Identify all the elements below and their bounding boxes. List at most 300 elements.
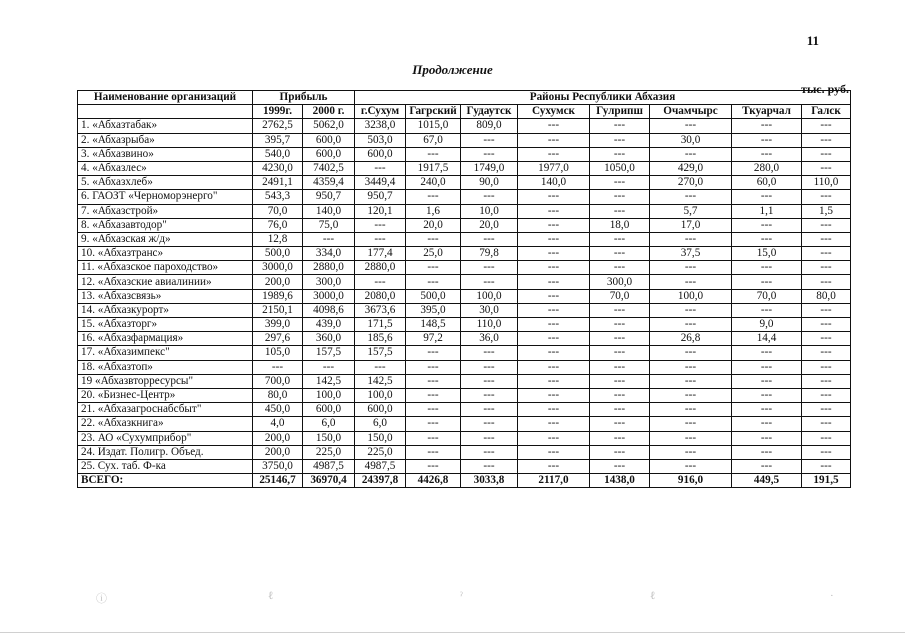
- value-cell: ---: [802, 417, 851, 431]
- value-cell: ---: [518, 261, 590, 275]
- value-cell: 429,0: [650, 161, 732, 175]
- value-cell: 1015,0: [406, 119, 461, 133]
- total-value: 36970,4: [303, 474, 355, 488]
- value-cell: ---: [355, 218, 406, 232]
- value-cell: 240,0: [406, 176, 461, 190]
- value-cell: 297,6: [253, 332, 303, 346]
- value-cell: ---: [518, 403, 590, 417]
- organization-name: 14. «Абхазкурорт»: [78, 303, 253, 317]
- organization-name: 19 «Абхазвторресурсы": [78, 374, 253, 388]
- subheader-cell: Ткуарчал: [732, 105, 802, 119]
- value-cell: ---: [355, 232, 406, 246]
- organization-name: 11. «Абхазское пароходство»: [78, 261, 253, 275]
- value-cell: ---: [732, 232, 802, 246]
- total-value: 3033,8: [461, 474, 518, 488]
- value-cell: ---: [650, 403, 732, 417]
- value-cell: 395,7: [253, 133, 303, 147]
- value-cell: 80,0: [802, 289, 851, 303]
- table-row: [78, 119, 851, 133]
- value-cell: ---: [802, 374, 851, 388]
- value-cell: ---: [461, 190, 518, 204]
- value-cell: 600,0: [355, 403, 406, 417]
- value-cell: ---: [406, 346, 461, 360]
- value-cell: 300,0: [303, 275, 355, 289]
- value-cell: ---: [518, 247, 590, 261]
- value-cell: ---: [590, 403, 650, 417]
- value-cell: ---: [461, 431, 518, 445]
- page-number: 11: [806, 33, 819, 48]
- value-cell: 120,1: [355, 204, 406, 218]
- header-organizations: Наименование организаций: [78, 91, 253, 105]
- value-cell: ---: [518, 133, 590, 147]
- value-cell: 1749,0: [461, 161, 518, 175]
- value-cell: 100,0: [461, 289, 518, 303]
- table-row: [78, 346, 851, 360]
- value-cell: ---: [518, 119, 590, 133]
- organization-name: 10. «Абхазтранс»: [78, 247, 253, 261]
- value-cell: ---: [518, 232, 590, 246]
- value-cell: 37,5: [650, 247, 732, 261]
- value-cell: ---: [732, 388, 802, 402]
- organization-name: 21. «Абхазагроснабсбыт": [78, 403, 253, 417]
- value-cell: 5,7: [650, 204, 732, 218]
- value-cell: ---: [461, 459, 518, 473]
- table-row: [78, 431, 851, 445]
- table-row: [78, 318, 851, 332]
- units-label: тыс. руб.: [801, 82, 849, 96]
- value-cell: 540,0: [253, 147, 303, 161]
- value-cell: ---: [518, 459, 590, 473]
- total-value: 25146,7: [253, 474, 303, 488]
- value-cell: 1977,0: [518, 161, 590, 175]
- value-cell: ---: [802, 360, 851, 374]
- organization-name: 2. «Абхазрыба»: [78, 133, 253, 147]
- value-cell: 2880,0: [355, 261, 406, 275]
- value-cell: 200,0: [253, 431, 303, 445]
- table-row: [78, 445, 851, 459]
- value-cell: ---: [802, 346, 851, 360]
- table-row: [78, 275, 851, 289]
- value-cell: ---: [406, 459, 461, 473]
- value-cell: 157,5: [355, 346, 406, 360]
- value-cell: 30,0: [461, 303, 518, 317]
- organization-name: 20. «Бизнес-Центр»: [78, 388, 253, 402]
- value-cell: ---: [518, 417, 590, 431]
- value-cell: 600,0: [303, 403, 355, 417]
- value-cell: 503,0: [355, 133, 406, 147]
- value-cell: ---: [732, 417, 802, 431]
- value-cell: 4,0: [253, 417, 303, 431]
- value-cell: 950,7: [303, 190, 355, 204]
- value-cell: 3449,4: [355, 176, 406, 190]
- value-cell: ---: [650, 275, 732, 289]
- organization-name: 16. «Абхазфармация»: [78, 332, 253, 346]
- value-cell: 67,0: [406, 133, 461, 147]
- value-cell: ---: [732, 275, 802, 289]
- value-cell: 395,0: [406, 303, 461, 317]
- value-cell: 280,0: [732, 161, 802, 175]
- value-cell: ---: [518, 374, 590, 388]
- value-cell: ---: [590, 261, 650, 275]
- value-cell: ---: [802, 119, 851, 133]
- value-cell: 1989,6: [253, 289, 303, 303]
- value-cell: 142,5: [355, 374, 406, 388]
- total-value: 916,0: [650, 474, 732, 488]
- table-row: [78, 190, 851, 204]
- total-row: [78, 474, 851, 488]
- value-cell: ---: [650, 318, 732, 332]
- table-row: [78, 417, 851, 431]
- total-value: 449,5: [732, 474, 802, 488]
- value-cell: 809,0: [461, 119, 518, 133]
- table-row: [78, 204, 851, 218]
- value-cell: ---: [590, 360, 650, 374]
- value-cell: ---: [518, 275, 590, 289]
- table-row: [78, 374, 851, 388]
- value-cell: 1,6: [406, 204, 461, 218]
- value-cell: ---: [406, 232, 461, 246]
- value-cell: ---: [461, 346, 518, 360]
- value-cell: ---: [732, 360, 802, 374]
- value-cell: 171,5: [355, 318, 406, 332]
- value-cell: ---: [518, 431, 590, 445]
- value-cell: ---: [590, 232, 650, 246]
- subheader-cell: Очамчырс: [650, 105, 732, 119]
- value-cell: ---: [518, 388, 590, 402]
- subheader-cell: Гагрский: [406, 105, 461, 119]
- value-cell: ---: [732, 346, 802, 360]
- value-cell: 79,8: [461, 247, 518, 261]
- value-cell: ---: [802, 247, 851, 261]
- value-cell: 439,0: [303, 318, 355, 332]
- value-cell: ---: [590, 190, 650, 204]
- value-cell: ---: [802, 261, 851, 275]
- value-cell: ---: [355, 161, 406, 175]
- value-cell: 500,0: [406, 289, 461, 303]
- organization-name: 15. «Абхазторг»: [78, 318, 253, 332]
- value-cell: ---: [590, 445, 650, 459]
- value-cell: ---: [590, 204, 650, 218]
- value-cell: 150,0: [303, 431, 355, 445]
- value-cell: 2491,1: [253, 176, 303, 190]
- value-cell: ---: [461, 261, 518, 275]
- scan-mark: ℓ: [650, 590, 656, 602]
- value-cell: ---: [802, 275, 851, 289]
- value-cell: 14,4: [732, 332, 802, 346]
- value-cell: ---: [518, 445, 590, 459]
- value-cell: ---: [461, 445, 518, 459]
- value-cell: ---: [650, 261, 732, 275]
- value-cell: ---: [461, 275, 518, 289]
- value-cell: 70,0: [590, 289, 650, 303]
- value-cell: 100,0: [355, 388, 406, 402]
- value-cell: ---: [732, 218, 802, 232]
- value-cell: ---: [406, 431, 461, 445]
- value-cell: ---: [650, 431, 732, 445]
- value-cell: 20,0: [406, 218, 461, 232]
- value-cell: 60,0: [732, 176, 802, 190]
- value-cell: ---: [650, 388, 732, 402]
- value-cell: ---: [590, 332, 650, 346]
- organization-name: 3. «Абхазвино»: [78, 147, 253, 161]
- value-cell: 1,5: [802, 204, 851, 218]
- table-row: [78, 303, 851, 317]
- value-cell: 270,0: [650, 176, 732, 190]
- value-cell: ---: [650, 346, 732, 360]
- value-cell: ---: [461, 374, 518, 388]
- table-row: [78, 218, 851, 232]
- value-cell: ---: [406, 403, 461, 417]
- value-cell: 2150,1: [253, 303, 303, 317]
- value-cell: ---: [590, 318, 650, 332]
- value-cell: ---: [802, 403, 851, 417]
- value-cell: 6,0: [355, 417, 406, 431]
- subheader-empty: [78, 105, 253, 119]
- value-cell: ---: [650, 147, 732, 161]
- value-cell: 3673,6: [355, 303, 406, 317]
- value-cell: 100,0: [650, 289, 732, 303]
- value-cell: ---: [732, 119, 802, 133]
- value-cell: 15,0: [732, 247, 802, 261]
- value-cell: 1,1: [732, 204, 802, 218]
- total-value: 191,5: [802, 474, 851, 488]
- value-cell: ---: [802, 303, 851, 317]
- value-cell: 140,0: [303, 204, 355, 218]
- value-cell: 90,0: [461, 176, 518, 190]
- value-cell: ---: [732, 445, 802, 459]
- organization-name: 23. АО «Сухумприбор": [78, 431, 253, 445]
- value-cell: ---: [406, 190, 461, 204]
- total-value: 4426,8: [406, 474, 461, 488]
- value-cell: 3238,0: [355, 119, 406, 133]
- value-cell: ---: [802, 318, 851, 332]
- value-cell: ---: [802, 388, 851, 402]
- value-cell: ---: [518, 332, 590, 346]
- value-cell: ---: [650, 119, 732, 133]
- table-body: [78, 119, 851, 474]
- organization-name: 25. Сух. таб. Ф-ка: [78, 459, 253, 473]
- table-row: [78, 332, 851, 346]
- value-cell: 2080,0: [355, 289, 406, 303]
- value-cell: ---: [518, 218, 590, 232]
- value-cell: 4230,0: [253, 161, 303, 175]
- organization-name: 22. «Абхазкнига»: [78, 417, 253, 431]
- subheader-cell: 2000 г.: [303, 105, 355, 119]
- value-cell: 200,0: [253, 445, 303, 459]
- value-cell: 25,0: [406, 247, 461, 261]
- value-cell: ---: [461, 147, 518, 161]
- value-cell: ---: [650, 232, 732, 246]
- value-cell: ---: [590, 459, 650, 473]
- scan-mark: ⓘ: [96, 593, 107, 605]
- table-row: [78, 232, 851, 246]
- value-cell: ---: [802, 190, 851, 204]
- scan-mark: ·: [830, 590, 834, 602]
- value-cell: ---: [732, 374, 802, 388]
- table-row: [78, 360, 851, 374]
- total-value: 24397,8: [355, 474, 406, 488]
- value-cell: 105,0: [253, 346, 303, 360]
- value-cell: ---: [406, 360, 461, 374]
- value-cell: ---: [590, 147, 650, 161]
- value-cell: ---: [802, 445, 851, 459]
- value-cell: 1917,5: [406, 161, 461, 175]
- value-cell: ---: [461, 403, 518, 417]
- value-cell: ---: [732, 147, 802, 161]
- value-cell: 2762,5: [253, 119, 303, 133]
- value-cell: 225,0: [355, 445, 406, 459]
- table-row: [78, 147, 851, 161]
- total-value: 2117,0: [518, 474, 590, 488]
- value-cell: ---: [253, 360, 303, 374]
- value-cell: 9,0: [732, 318, 802, 332]
- organization-name: 12. «Абхазские авиалинии»: [78, 275, 253, 289]
- value-cell: ---: [406, 417, 461, 431]
- value-cell: 10,0: [461, 204, 518, 218]
- value-cell: ---: [732, 261, 802, 275]
- value-cell: 450,0: [253, 403, 303, 417]
- value-cell: 3000,0: [303, 289, 355, 303]
- value-cell: 142,5: [303, 374, 355, 388]
- value-cell: 225,0: [303, 445, 355, 459]
- bottom-rule: [0, 632, 905, 633]
- scan-mark: ˀ: [460, 590, 463, 602]
- organization-name: 9. «Абхазская ж/д»: [78, 232, 253, 246]
- value-cell: 4098,6: [303, 303, 355, 317]
- value-cell: 600,0: [303, 147, 355, 161]
- value-cell: 36,0: [461, 332, 518, 346]
- value-cell: 177,4: [355, 247, 406, 261]
- value-cell: ---: [802, 431, 851, 445]
- subheader-cell: г.Сухум: [355, 105, 406, 119]
- subheader-cell: Гулрипш: [590, 105, 650, 119]
- organization-name: 4. «Абхазлес»: [78, 161, 253, 175]
- value-cell: ---: [650, 417, 732, 431]
- value-cell: 97,2: [406, 332, 461, 346]
- value-cell: 30,0: [650, 133, 732, 147]
- value-cell: 7402,5: [303, 161, 355, 175]
- table-row: [78, 459, 851, 473]
- organization-name: 6. ГАОЗТ «Черноморэнерго": [78, 190, 253, 204]
- value-cell: ---: [802, 232, 851, 246]
- value-cell: 200,0: [253, 275, 303, 289]
- value-cell: ---: [518, 190, 590, 204]
- value-cell: ---: [406, 445, 461, 459]
- value-cell: 20,0: [461, 218, 518, 232]
- value-cell: ---: [461, 388, 518, 402]
- organization-name: 24. Издат. Полигр. Объед.: [78, 445, 253, 459]
- value-cell: 2880,0: [303, 261, 355, 275]
- value-cell: ---: [355, 360, 406, 374]
- value-cell: ---: [406, 147, 461, 161]
- table-row: [78, 388, 851, 402]
- value-cell: ---: [590, 176, 650, 190]
- value-cell: 300,0: [590, 275, 650, 289]
- value-cell: ---: [732, 190, 802, 204]
- table-row: [78, 161, 851, 175]
- value-cell: 3750,0: [253, 459, 303, 473]
- value-cell: 600,0: [355, 147, 406, 161]
- value-cell: ---: [406, 388, 461, 402]
- value-cell: ---: [802, 133, 851, 147]
- value-cell: 140,0: [518, 176, 590, 190]
- scan-mark: ℓ: [268, 590, 274, 602]
- table-row: [78, 289, 851, 303]
- subheader-cell: Гудаутск: [461, 105, 518, 119]
- total-label: ВСЕГО:: [78, 474, 253, 488]
- value-cell: ---: [303, 360, 355, 374]
- value-cell: ---: [732, 303, 802, 317]
- value-cell: 950,7: [355, 190, 406, 204]
- value-cell: 399,0: [253, 318, 303, 332]
- value-cell: ---: [650, 374, 732, 388]
- value-cell: 6,0: [303, 417, 355, 431]
- value-cell: ---: [802, 161, 851, 175]
- value-cell: 17,0: [650, 218, 732, 232]
- organization-name: 1. «Абхазтабак»: [78, 119, 253, 133]
- value-cell: 18,0: [590, 218, 650, 232]
- value-cell: 100,0: [303, 388, 355, 402]
- organization-name: 5. «Абхазхлеб»: [78, 176, 253, 190]
- value-cell: 110,0: [802, 176, 851, 190]
- value-cell: ---: [355, 275, 406, 289]
- value-cell: ---: [303, 232, 355, 246]
- value-cell: ---: [518, 360, 590, 374]
- value-cell: ---: [590, 247, 650, 261]
- value-cell: ---: [650, 445, 732, 459]
- value-cell: ---: [518, 289, 590, 303]
- value-cell: 3000,0: [253, 261, 303, 275]
- value-cell: 4987,5: [355, 459, 406, 473]
- value-cell: 700,0: [253, 374, 303, 388]
- header-regions: Районы Республики Абхазия: [355, 91, 851, 105]
- value-cell: 4359,4: [303, 176, 355, 190]
- value-cell: 500,0: [253, 247, 303, 261]
- value-cell: ---: [518, 346, 590, 360]
- value-cell: ---: [732, 459, 802, 473]
- value-cell: 334,0: [303, 247, 355, 261]
- value-cell: 26,8: [650, 332, 732, 346]
- value-cell: 360,0: [303, 332, 355, 346]
- value-cell: 4987,5: [303, 459, 355, 473]
- organization-name: 7. «Абхазстрой»: [78, 204, 253, 218]
- value-cell: ---: [732, 403, 802, 417]
- value-cell: 70,0: [732, 289, 802, 303]
- value-cell: ---: [802, 218, 851, 232]
- subheader-cell: Сухумск: [518, 105, 590, 119]
- value-cell: 12,8: [253, 232, 303, 246]
- value-cell: ---: [406, 275, 461, 289]
- value-cell: 600,0: [303, 133, 355, 147]
- value-cell: ---: [590, 374, 650, 388]
- value-cell: ---: [461, 232, 518, 246]
- value-cell: 76,0: [253, 218, 303, 232]
- value-cell: 157,5: [303, 346, 355, 360]
- organization-name: 17. «Абхазимпекс": [78, 346, 253, 360]
- value-cell: 148,5: [406, 318, 461, 332]
- document-heading: Продолжение: [412, 62, 493, 77]
- value-cell: ---: [590, 346, 650, 360]
- value-cell: 1050,0: [590, 161, 650, 175]
- table-row: [78, 133, 851, 147]
- value-cell: 5062,0: [303, 119, 355, 133]
- subheader-cell: Галск: [802, 105, 851, 119]
- table-row: [78, 403, 851, 417]
- value-cell: ---: [732, 133, 802, 147]
- organization-name: 13. «Абхазсвязь»: [78, 289, 253, 303]
- subheader-cell: 1999г.: [253, 105, 303, 119]
- value-cell: ---: [802, 459, 851, 473]
